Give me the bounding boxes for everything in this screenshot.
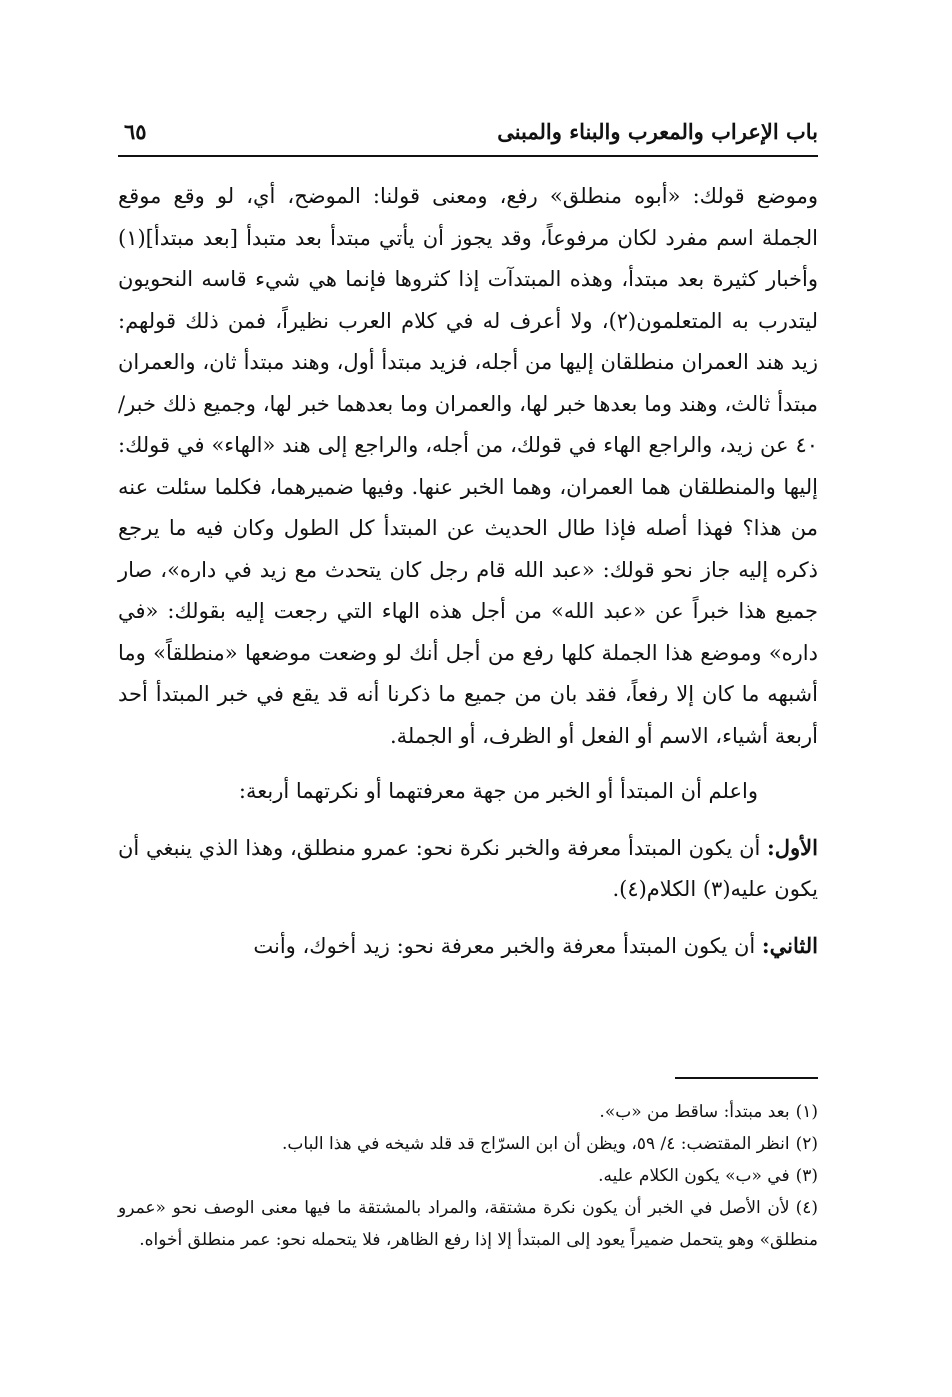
paragraph-4-label: الثاني:: [761, 932, 818, 958]
page-header: [118, 115, 818, 157]
footnote-separator: [675, 1077, 818, 1079]
paragraph-4-text: أن يكون المبتدأ معرفة والخبر معرفة نحو: زيد أخوك، وأنت: [253, 933, 762, 958]
footnote-number: (١): [795, 1102, 818, 1122]
running-title: باب الإعراب والمعرب والبناء والمبنى: [497, 119, 818, 144]
footnote-text: انظر المقتضب: ٤/ ٥٩، ويظن أن ابن السرّاج قد قلد شيخه في هذا الباب.: [281, 1134, 790, 1154]
footnote-4: [118, 1192, 818, 1256]
footnote-1: [118, 1096, 818, 1128]
paragraph-3-label: الأول:: [767, 834, 818, 860]
footnote-number: (٤): [795, 1198, 818, 1218]
footnote-number: (٢): [795, 1134, 818, 1154]
paragraph-3: [118, 827, 818, 911]
paragraph-3-text: أن يكون المبتدأ معرفة والخبر نكرة نحو: عمرو منطلق، وهذا الذي ينبغي أن يكون عليه(٣) الكلام(٤).: [118, 835, 818, 901]
paragraph-4: [118, 925, 818, 968]
footnote-number: (٣): [795, 1166, 818, 1186]
footnote-text: في «ب» يكون الكلام عليه.: [598, 1166, 790, 1186]
main-text: [118, 176, 818, 967]
paragraph-1: وموضع قولك: «أبوه منطلق» رفع، ومعنى قولنا: الموضح، أي، لو وقع موقع الجملة اسم مفرد لكان مرفوعاً، وقد يجوز أن يأتي مبتدأ بعد متبدأ [بعد مبتدأ](١) وأخبار كثيرة بعد مبتدأ، وهذه المبتدآت إذا كثروها فإنما هي شيء قاسه النحويون ليتدرب به المتعلمون(٢)، ولا أعرف له في كلام العرب نظيراً، فمن ذلك قولهم: زيد هند العمران منطلقان إليها من أجله، فزيد مبتدأ أول، وهند مبتدأ ثان، والعمران مبتدأ ثالث، وهند وما بعدها خبر لها، والعمران وما بعدهما خبر لها، وجميع ذلك خبر/ ٤٠ عن زيد، والراجع الهاء في قولك، من أجله، والراجع إلى هند «الهاء» في قولك: إليها والمنطلقان هما العمران، وهما الخبر عنها. وفيها ضميرهما، فكلما سئلت عنه من هذا؟ فهذا أصله فإذا طال الحديث عن المبتدأ كل الطول وكان فيه ما يرجع ذكره إليه جاز نحو قولك: «عبد الله قام رجل كان يتحدث مع زيد في داره»، صار جميع هذا خبراً عن «عبد الله» من أجل هذه الهاء التي رجعت إليه بقولك: «في داره» وموضع هذا الجملة كلها رفع من أجل أنك لو وضعت موضعها «منطلقاً» وما أشبهه ما كان إلا رفعاً، فقد بان من جميع ما ذكرنا أنه قد يقع في خبر المبتدأ أحد أربعة أشياء، الاسم أو الفعل أو الظرف، أو الجملة.: [118, 184, 819, 748]
page-number: ٦٥: [124, 119, 147, 144]
footnotes: [118, 1096, 818, 1256]
footnote-3: [118, 1160, 818, 1192]
footnote-2: [118, 1128, 818, 1160]
footnote-text: بعد مبتدأ: ساقط من «ب».: [599, 1102, 790, 1122]
paragraph-2: واعلم أن المبتدأ أو الخبر من جهة معرفتهما أو نكرتهما أربعة:: [238, 779, 758, 803]
footnote-text: لأن الأصل في الخبر أن يكون نكرة مشتقة، والمراد بالمشتقة ما فيها معنى الوصف نحو «عمرو منطلق» وهو يتحمل ضميراً يعود إلى المبتدأ إلا إذا رفع الظاهر، فلا يتحمله نحو: عمر منطلق أخواه.: [118, 1198, 818, 1250]
